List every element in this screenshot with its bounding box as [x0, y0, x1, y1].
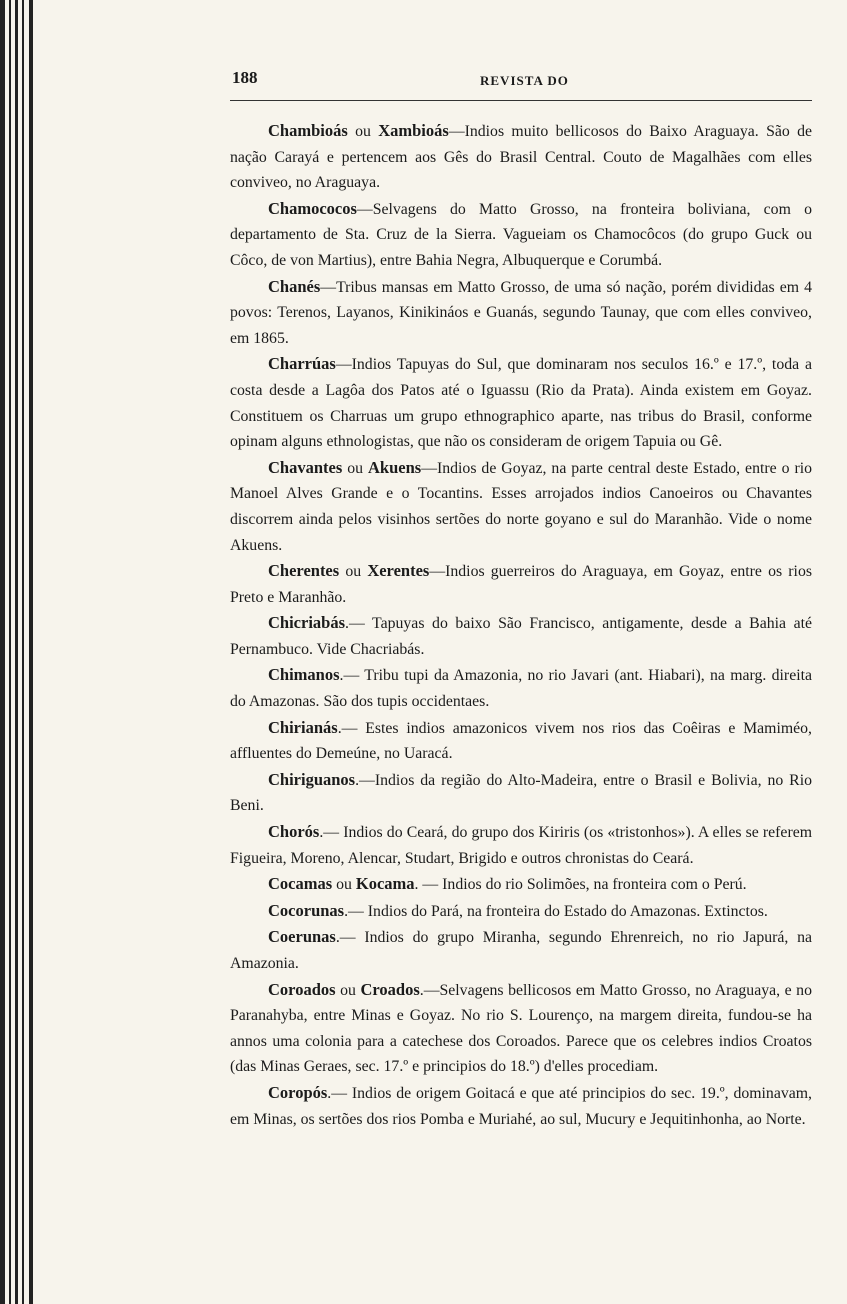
- entry-headword: Coropós: [268, 1082, 328, 1102]
- entry-text: .— Indios do grupo Miranha, segundo Ehrenreich, no rio Japurá, na Amazonia.: [230, 929, 812, 972]
- entry-text: —Tribus mansas em Matto Grosso, de uma só nação, porém divididas em 4 povos: Terenos, Layanos, Kinikináos e Guanás, segundo Taunay, que com elles conviveo, em 1865.: [230, 278, 812, 347]
- dictionary-entry: [230, 898, 812, 925]
- entry-headword: Coroados: [268, 979, 336, 999]
- entry-headword-variant: Xerentes: [367, 561, 430, 581]
- entry-headword: Cherentes: [268, 561, 340, 581]
- book-binding-edge: [0, 0, 40, 1304]
- running-title: REVISTA DO: [480, 73, 569, 88]
- entry-headword: Chambioás: [268, 121, 348, 140]
- header-rule: [230, 100, 812, 101]
- entry-text: —Selvagens do Matto Grosso, na fronteira boliviana, com o departamento de Sta. Cruz de la Sierra. Vagueiam os Chamocôcos (do grupo Guck ou Côco, de von Martius), entre Bahia Negra, Albuquerque e Corumbá.: [230, 200, 812, 269]
- entry-text: .— Tribu tupi da Amazonia, no rio Javari (ant. Hiabari), na marg. direita do Amazonas. São dos tupis occidentaes.: [230, 667, 812, 711]
- dictionary-entry: [230, 351, 812, 454]
- entry-text: .— Estes indios amazonicos vivem nos rios das Coêiras e Mamiméo, affluentes do Demeúne, no Uaracá.: [230, 719, 812, 763]
- dictionary-entry: [230, 767, 812, 819]
- entry-connector: ou: [339, 563, 368, 581]
- entry-text: .— Tapuyas do baixo São Francisco, antigamente, desde a Bahia até Pernambuco. Vide Chacriabás.: [230, 615, 812, 658]
- entry-headword: Cocamas: [268, 874, 333, 894]
- entry-text: —Indios de Goyaz, na parte central deste Estado, entre o rio Manoel Alves Grande e o Tocantins. Esses arrojados indios Canoeiros ou Chavantes discorrem ainda pelos visinhos sertões do norte goyano e sul do Maranhão. Vide o nome Akuens.: [230, 459, 812, 554]
- entry-headword: Cocorunas: [268, 900, 345, 920]
- dictionary-entry: [230, 455, 812, 558]
- dictionary-entry: [230, 1080, 812, 1132]
- entry-text: —Indios guerreiros do Araguaya, em Goyaz, entre os rios Preto e Maranhão.: [230, 563, 812, 606]
- dictionary-entry: [230, 819, 812, 871]
- entry-headword: Chirianás: [268, 717, 338, 737]
- entry-headword: Chicriabás: [268, 613, 346, 633]
- entry-headword: Coerunas: [268, 927, 336, 947]
- dictionary-entry: [230, 558, 812, 610]
- entry-headword: Chavantes: [268, 457, 343, 477]
- entry-text: —Indios Tapuyas do Sul, que dominaram nos seculos 16.º e 17.º, toda a costa desde a Lagôa dos Patos até o Iguassu (Rio da Prata). Ainda existem em Goyaz. Constituem os Charruas um grupo ethnographico aparte, nas tribus do Brasil, conforme opinam alguns ethnologistas, que não os consideram de origem Tapuia ou Gê.: [230, 356, 812, 451]
- page-header: [228, 68, 814, 92]
- dictionary-entry: [230, 715, 812, 767]
- dictionary-entry: [230, 118, 812, 196]
- entry-text: —Indios muito bellicosos do Baixo Araguaya. São de nação Carayá e pertencem aos Gês do Brasil Central. Couto de Magalhães com elles conviveo, no Araguaya.: [230, 123, 812, 192]
- entry-connector: ou: [342, 459, 368, 477]
- dictionary-entry: [230, 871, 812, 898]
- entry-list: [230, 118, 812, 1132]
- entry-text: .—Indios da região do Alto-Madeira, entre o Brasil e Bolivia, no Rio Beni.: [230, 771, 812, 815]
- entry-headword: Chimanos: [268, 665, 340, 685]
- entry-connector: ou: [335, 981, 361, 999]
- entry-text: .— Indios do Ceará, do grupo dos Kiriris (os «tristonhos»). A elles se referem Figueira, Moreno, Alencar, Studart, Brigido e outros chronistas do Ceará.: [230, 824, 812, 867]
- entry-text: .— Indios do Pará, na fronteira do Estado do Amazonas. Extinctos.: [344, 902, 768, 920]
- entry-text: .— Indios de origem Goitacá e que até principios do sec. 19.º, dominavam, em Minas, os sertões dos rios Pomba e Muriahé, ao sul, Mucury e Jequitinhonha, ao Norte.: [230, 1084, 812, 1128]
- entry-text: .—Selvagens bellicosos em Matto Grosso, no Araguaya, e no Paranahyba, entre Minas e Goyaz. No rio S. Lourenço, na margem direita, fundou-se ha annos uma colonia para a catechese dos Coroados. Parece que os celebres indios Croatos (das Minas Geraes, sec. 17.º e principios do 18.º) d'elles procediam.: [230, 981, 812, 1076]
- entry-connector: ou: [347, 123, 379, 140]
- entry-text: . — Indios do rio Solimões, na fronteira com o Perú.: [414, 876, 747, 894]
- page-number: 188: [232, 68, 258, 87]
- dictionary-entry: [230, 274, 812, 352]
- entry-headword: Charrúas: [268, 354, 336, 374]
- entry-headword-variant: Akuens: [367, 457, 422, 477]
- entry-headword: Chamococos: [268, 198, 357, 218]
- entry-connector: ou: [332, 876, 356, 894]
- dictionary-entry: [230, 196, 812, 274]
- entry-headword-variant: Kocama: [355, 874, 415, 894]
- entry-headword: Chanés: [268, 276, 321, 296]
- entry-headword: Chorós: [268, 822, 320, 842]
- entry-headword-variant: Xambioás: [378, 121, 449, 140]
- dictionary-entry: [230, 610, 812, 662]
- entry-headword: Chiriguanos: [268, 769, 356, 789]
- entry-headword-variant: Croados: [360, 979, 420, 999]
- dictionary-entry: [230, 977, 812, 1080]
- dictionary-entry: [230, 924, 812, 976]
- dictionary-entry: [230, 662, 812, 714]
